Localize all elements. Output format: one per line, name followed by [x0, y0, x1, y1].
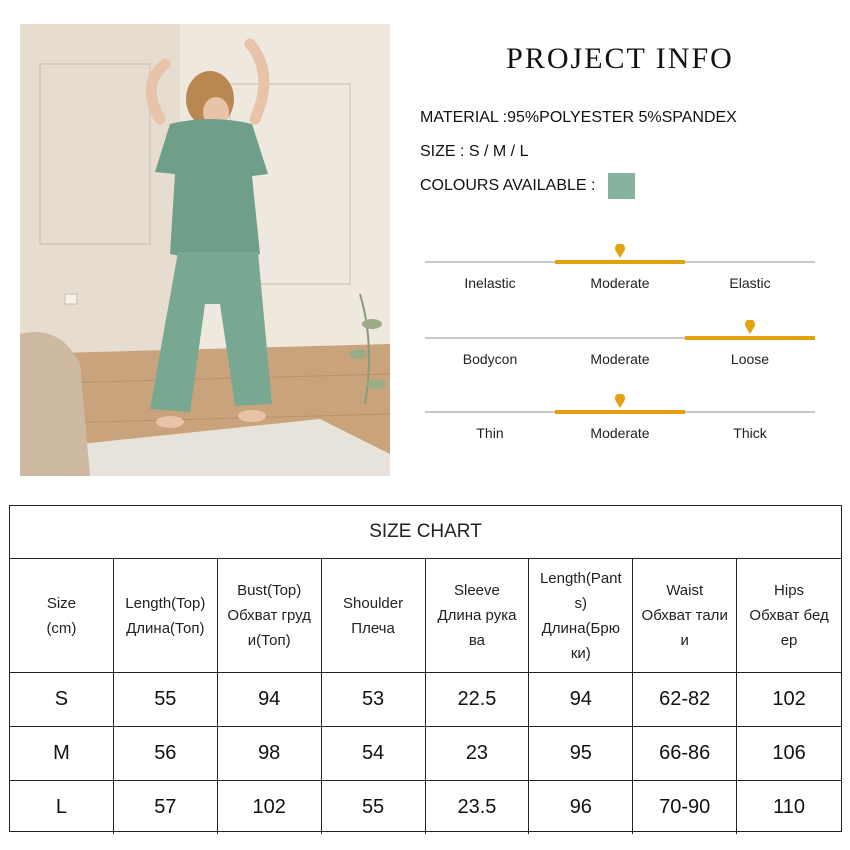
table-cell: 95 [529, 727, 633, 780]
table-cell: 70-90 [633, 781, 737, 834]
table-cell: L [10, 781, 114, 834]
table-cell: 55 [322, 781, 426, 834]
size-text: SIZE : S / M / L [420, 143, 529, 160]
scale-selected-segment [685, 336, 815, 340]
model-photo-illustration [20, 24, 390, 476]
scale-selected-segment [555, 410, 685, 414]
table-cell: 57 [114, 781, 218, 834]
header-cell: Length(Top) Длина(Топ) [114, 559, 218, 672]
product-photo [20, 24, 390, 476]
scale-label-high: Loose [730, 351, 770, 367]
table-cell: 102 [218, 781, 322, 834]
scale-selected-segment [555, 260, 685, 264]
location-pin-icon [744, 320, 756, 334]
table-cell: 54 [322, 727, 426, 780]
table-row [10, 673, 841, 727]
size-chart-table [9, 505, 842, 832]
location-pin-icon [614, 394, 626, 408]
table-cell: M [10, 727, 114, 780]
colours-label: COLOURS AVAILABLE : [420, 177, 596, 194]
size-chart-title: SIZE CHART [10, 506, 841, 559]
table-cell: 56 [114, 727, 218, 780]
fit-scale [425, 317, 815, 377]
material-text: MATERIAL :95%POLYESTER 5%SPANDEX [420, 109, 737, 126]
elasticity-scale [425, 241, 815, 301]
project-info-title: PROJECT INFO [506, 42, 734, 75]
size-chart-grid [10, 559, 841, 834]
scale-label-mid: Moderate [590, 425, 650, 441]
table-cell: 66-86 [633, 727, 737, 780]
table-cell: 23.5 [426, 781, 530, 834]
header-cell: Size (cm) [10, 559, 114, 672]
table-row [10, 727, 841, 781]
header-cell: Hips Обхват бед ер [749, 582, 829, 649]
scale-label-low: Inelastic [464, 275, 516, 291]
table-cell: 55 [114, 673, 218, 726]
table-cell: 98 [218, 727, 322, 780]
table-cell: 94 [529, 673, 633, 726]
header-cell: Bust(Top) Обхват груд и(Топ) [218, 559, 322, 672]
colour-swatch [608, 173, 635, 199]
scale-label-low: Bodycon [462, 351, 518, 367]
table-cell: 94 [218, 673, 322, 726]
table-cell: 106 [772, 742, 806, 764]
location-pin-icon [614, 244, 626, 258]
table-row [10, 781, 841, 834]
header-cell: Length(Pant s) Длина(Брю ки) [529, 559, 633, 672]
scale-label-high: Elastic [729, 275, 771, 291]
header-cell: Waist Обхват тали и [633, 559, 737, 672]
table-cell: 62-82 [633, 673, 737, 726]
table-cell: 96 [529, 781, 633, 834]
table-cell: 53 [322, 673, 426, 726]
table-cell: 102 [772, 688, 806, 710]
scale-label-mid: Moderate [590, 275, 650, 291]
header-cell: Shoulder Плеча [322, 559, 426, 672]
thickness-scale [425, 391, 815, 451]
header-cell: Sleeve Длина рука ва [426, 559, 530, 672]
table-cell: 110 [773, 796, 805, 818]
scale-label-mid: Moderate [590, 351, 650, 367]
scale-label-high: Thick [733, 425, 767, 441]
scale-label-low: Thin [476, 425, 504, 441]
table-cell: 22.5 [426, 673, 530, 726]
table-cell: 23 [426, 727, 530, 780]
header-row [10, 559, 841, 673]
table-cell: S [10, 673, 114, 726]
